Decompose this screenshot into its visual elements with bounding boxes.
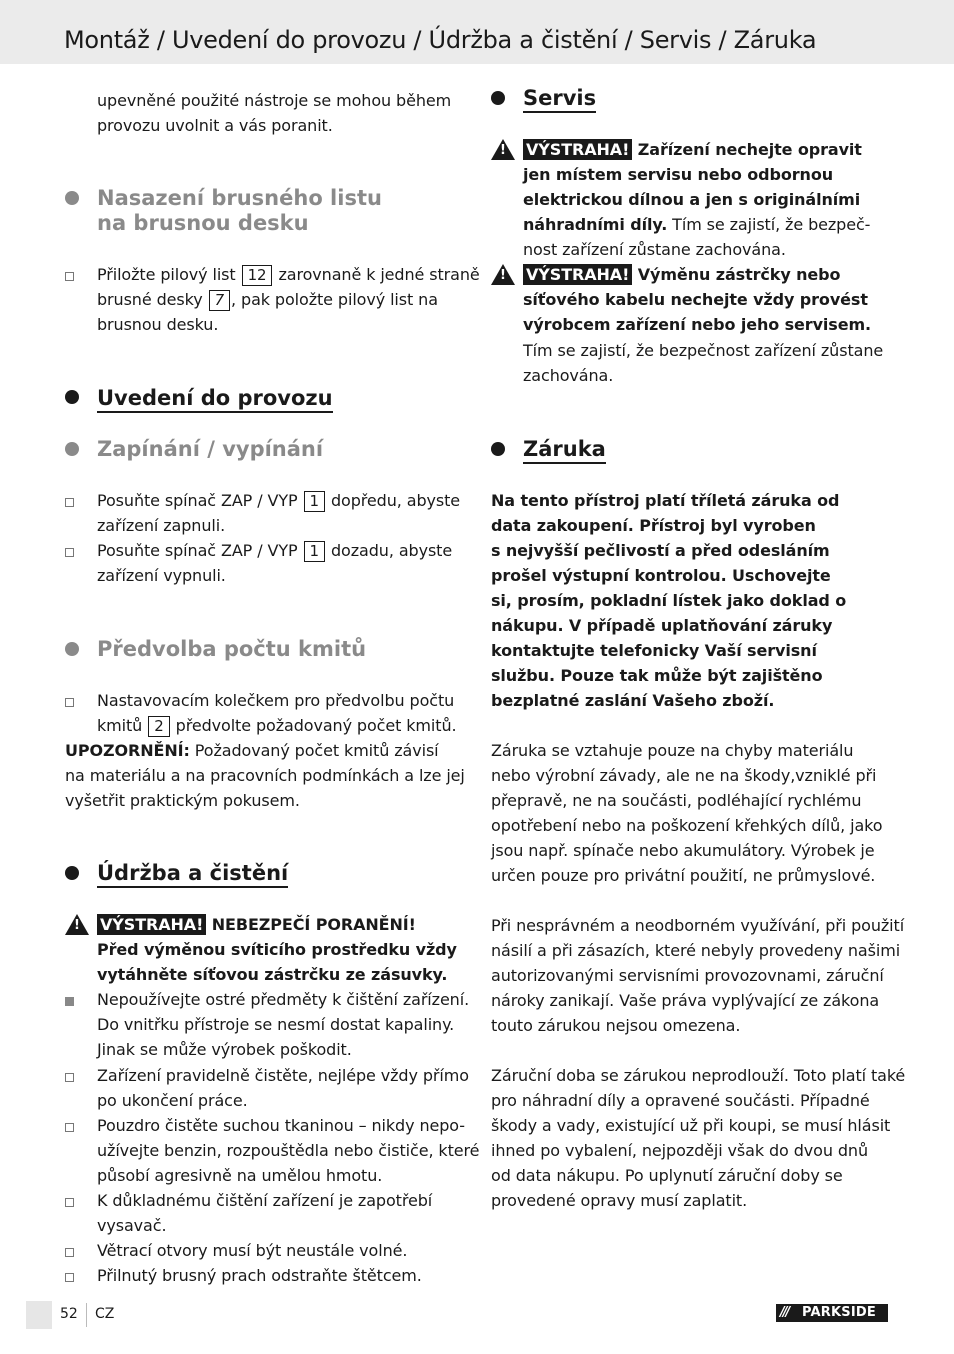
heading-bullet-icon: [65, 642, 79, 656]
zaruka-p1-line: Záruka se vztahuje pouze na chyby materiálu: [491, 741, 854, 760]
part-ref-1: 1: [304, 541, 325, 562]
heading-nasazeni-1: Nasazení brusného listu: [97, 186, 382, 210]
servis-warning-b5: zachována.: [523, 366, 614, 385]
zaruka-bold-line: prošel výstupní kontrolou. Uschovejte: [491, 566, 831, 585]
predvolba-note-3: vyšetřit praktickým pokusem.: [65, 791, 300, 810]
vyp-line-1: Posuňte spínač ZAP / VYP 1 dozadu, abyste: [97, 541, 453, 560]
nasazeni-line-3: brusnou desku.: [97, 315, 219, 334]
logo-stripes-icon: ///: [780, 1305, 789, 1320]
udrzba-item-line: K důkladnému čištění zařízení je zapotřebí: [97, 1191, 433, 1210]
zaruka-p1-line: opotřebení nebo na poškození křehkých dílů, jako: [491, 816, 883, 835]
udrzba-warning-3: vytáhněte síťovou zástrčku ze zásuvky.: [97, 965, 448, 984]
zaruka-bold-line: kontaktujte telefonicky Vaší servisní: [491, 641, 817, 660]
heading-bullet-icon: [491, 91, 505, 105]
parkside-logo: [776, 1304, 888, 1322]
part-ref-2: 2: [148, 716, 169, 737]
udrzba-item-line: Pouzdro čistěte suchou tkaninou – nikdy nepo-: [97, 1116, 465, 1135]
predvolba-note-2: na materiálu a na pracovních podmínkách a lze jej: [65, 766, 465, 785]
udrzba-item-line: Zařízení pravidelně čistěte, nejlépe vždy přímo: [97, 1066, 469, 1085]
part-ref-7: 7: [209, 290, 230, 311]
footer-marker: [26, 1301, 52, 1329]
udrzba-item-line: po ukončení práce.: [97, 1091, 248, 1110]
heading-servis: Servis: [523, 85, 596, 111]
servis-warning-3: elektrickou dílnou a jen s originálními: [523, 190, 861, 209]
servis-warning-b2: síťového kabelu nechejte vždy provést: [523, 290, 868, 309]
warning-badge: VÝSTRAHA!: [523, 264, 632, 285]
vyp-line-2: zařízení vypnuli.: [97, 566, 226, 585]
intro-line: upevněné použité nástroje se mohou během: [97, 91, 452, 110]
filled-bullet-icon: [65, 997, 74, 1006]
intro-line: provozu uvolnit a vás poranit.: [97, 116, 333, 135]
page-number: 52: [60, 1306, 78, 1322]
heading-uvedeni: Uvedení do provozu: [97, 385, 333, 411]
zaruka-bold-line: s nejvyšší pečlivostí a před odesláním: [491, 541, 830, 560]
heading-zaruka: Záruka: [523, 436, 606, 462]
zap-line-1: Posuňte spínač ZAP / VYP 1 dopředu, abyste: [97, 491, 461, 510]
checkbox-bullet-icon: [65, 272, 74, 281]
zaruka-bold-line: nákupu. V případě uplatňování záruky: [491, 616, 833, 635]
zaruka-p2-line: Při nesprávném a neodborném využívání, při použití: [491, 916, 905, 935]
part-ref-12: 12: [242, 265, 273, 286]
checkbox-bullet-icon: [65, 548, 74, 557]
zaruka-p1-line: přepravě, ne na součásti, podléhající rychlému: [491, 791, 862, 810]
zaruka-p2-line: autorizovanými servisními provozovnami, záruční: [491, 966, 884, 985]
zaruka-bold-line: Na tento přístroj platí tříletá záruka od: [491, 491, 840, 510]
zaruka-p1-line: určen pouze pro privátní použití, ne průmyslové.: [491, 866, 876, 885]
heading-bullet-icon: [65, 191, 79, 205]
zaruka-bold-line: bezplatné zaslání Vašeho zboží.: [491, 691, 775, 710]
nasazeni-line-2: brusné desky 7 , pak položte pilový list na: [97, 290, 438, 309]
part-ref-1: 1: [304, 491, 325, 512]
zaruka-p3-line: provedené opravy musí zaplatit.: [491, 1191, 748, 1210]
zaruka-p3-line: ihned po vybalení, nejpozději však do dvou dnů: [491, 1141, 869, 1160]
heading-zapinani: Zapínání / vypínání: [97, 437, 324, 461]
checkbox-bullet-icon: [65, 1073, 74, 1082]
checkbox-bullet-icon: [65, 1198, 74, 1207]
heading-nasazeni-2: na brusnou desku: [97, 211, 309, 235]
servis-warning-2: jen místem servisu nebo odbornou: [523, 165, 833, 184]
heading-predvolba: Předvolba počtu kmitů: [97, 637, 367, 661]
logo-text: PARKSIDE: [802, 1305, 876, 1320]
servis-warning-4: náhradními díly. Tím se zajistí, že bezpeč-: [523, 215, 871, 234]
heading-udrzba: Údržba a čistění: [97, 860, 288, 886]
udrzba-item-line: Přilnutý brusný prach odstraňte štětcem.: [97, 1266, 422, 1285]
servis-warning-b1: VÝSTRAHA! Výměnu zástrčky nebo: [523, 262, 840, 287]
language-code: CZ: [95, 1306, 115, 1322]
zap-line-2: zařízení zapnuli.: [97, 516, 226, 535]
servis-warning-5: nost zařízení zůstane zachována.: [523, 240, 786, 259]
udrzba-item-line: Do vnitřku přístroje se nesmí dostat kapaliny.: [97, 1015, 455, 1034]
servis-warning-1: VÝSTRAHA! Zařízení nechejte opravit: [523, 137, 862, 162]
udrzba-warning-1: VÝSTRAHA! NEBEZPEČÍ PORANĚNÍ!: [97, 912, 416, 937]
servis-warning-b4: Tím se zajistí, že bezpečnost zařízení zůstane: [523, 341, 884, 360]
heading-bullet-icon: [65, 442, 79, 456]
zaruka-p3-line: škody a vady, existující už při koupi, se musí hlásit: [491, 1116, 891, 1135]
zaruka-bold-line: data zakoupení. Přístroj byl vyroben: [491, 516, 816, 535]
udrzba-item-line: užívejte benzin, rozpouštědla nebo čističe, které: [97, 1141, 480, 1160]
zaruka-p1-line: jsou např. spínače nebo akumulátory. Výrobek je: [491, 841, 875, 860]
zaruka-p3-line: Záruční doba se zárukou neprodlouží. Toto platí také: [491, 1066, 906, 1085]
udrzba-item-line: Nepoužívejte ostré předměty k čištění zařízení.: [97, 990, 470, 1009]
predvolba-note-1: UPOZORNĚNÍ: Požadovaný počet kmitů závisí: [65, 741, 439, 760]
warning-triangle-icon: [65, 914, 89, 935]
zaruka-bold-line: si, prosím, pokladní lístek jako doklad o: [491, 591, 847, 610]
zaruka-p3-line: od data nákupu. Po uplynutí záruční doby se: [491, 1166, 843, 1185]
zaruka-p3-line: pro náhradní díly a opravené součásti. Případné: [491, 1091, 870, 1110]
warning-triangle-icon: [491, 139, 515, 160]
udrzba-item-line: vysavač.: [97, 1216, 167, 1235]
checkbox-bullet-icon: [65, 698, 74, 707]
udrzba-warning-2: Před výměnou svíticího prostředku vždy: [97, 940, 457, 959]
zaruka-bold-line: službu. Pouze tak může být zajištěno: [491, 666, 823, 685]
checkbox-bullet-icon: [65, 498, 74, 507]
udrzba-item-line: Větrací otvory musí být neustále volné.: [97, 1241, 408, 1260]
warning-badge: VÝSTRAHA!: [523, 139, 632, 160]
page-title: Montáž / Uvedení do provozu / Údržba a čistění / Servis / Záruka: [64, 26, 817, 54]
heading-bullet-icon: [65, 866, 79, 880]
zaruka-p2-line: touto zárukou nejsou omezena.: [491, 1016, 741, 1035]
udrzba-item-line: působí agresivně na umělou hmotu.: [97, 1166, 383, 1185]
zaruka-p2-line: nároky zanikají. Vaše práva vyplývající ze zákona: [491, 991, 880, 1010]
zaruka-p1-line: nebo výrobní závady, ale ne na škody,vzniklé při: [491, 766, 877, 785]
footer-divider: [86, 1303, 87, 1327]
servis-warning-b3: výrobcem zařízení nebo jeho servisem.: [523, 315, 872, 334]
checkbox-bullet-icon: [65, 1273, 74, 1282]
predvolba-line-2: kmitů 2 předvolte požadovaný počet kmitů.: [97, 716, 457, 735]
checkbox-bullet-icon: [65, 1123, 74, 1132]
heading-bullet-icon: [65, 390, 79, 404]
heading-bullet-icon: [491, 442, 505, 456]
warning-triangle-icon: [491, 264, 515, 285]
udrzba-item-line: Jinak se může výrobek poškodit.: [97, 1040, 352, 1059]
checkbox-bullet-icon: [65, 1248, 74, 1257]
zaruka-p2-line: násilí a při zásazích, které nebyly provedeny našimi: [491, 941, 901, 960]
predvolba-line-1: Nastavovacím kolečkem pro předvolbu počtu: [97, 691, 455, 710]
nasazeni-line-1: Přiložte pilový list 12 zarovnaně k jedné straně: [97, 265, 480, 284]
warning-badge: VÝSTRAHA!: [97, 914, 206, 935]
